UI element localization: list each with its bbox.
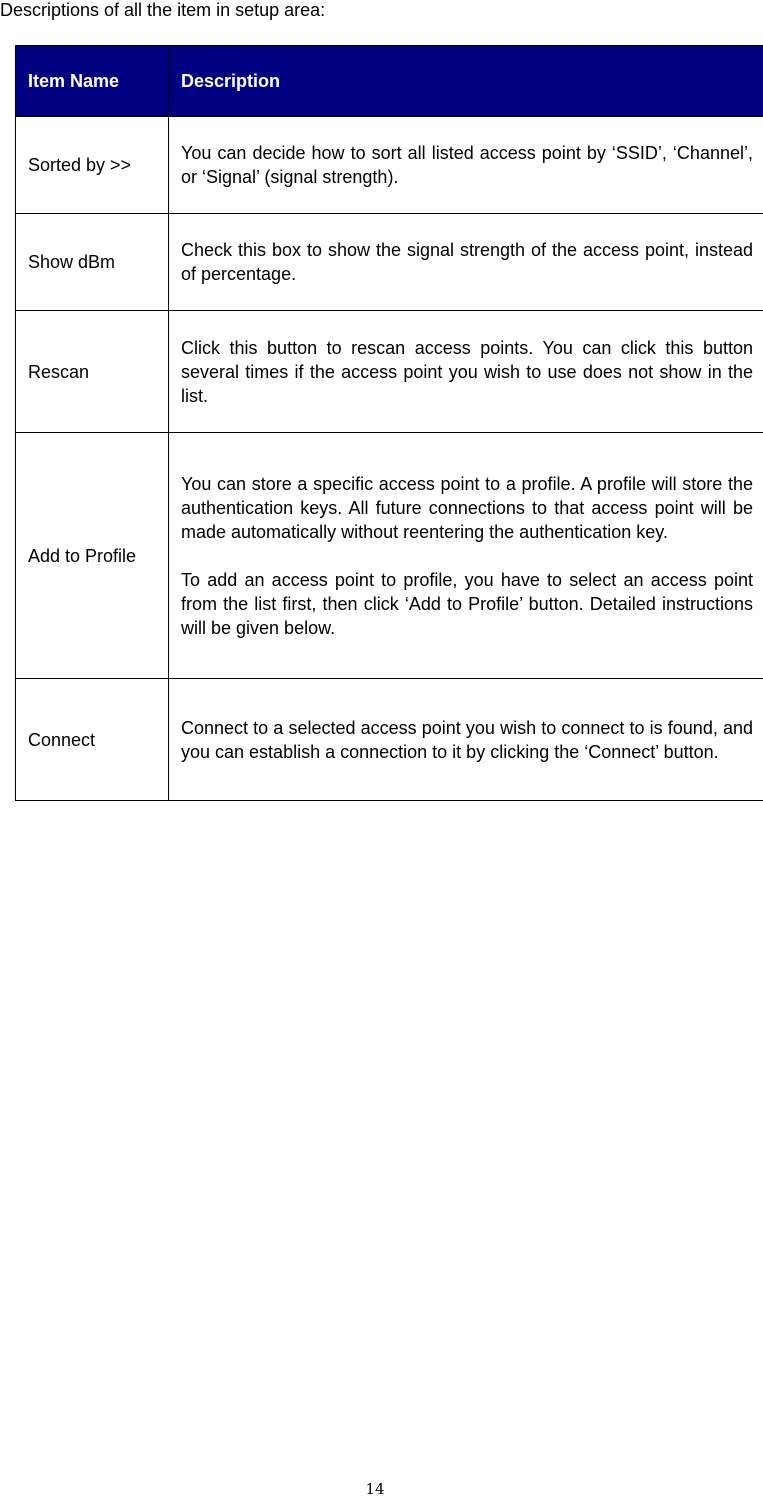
table-row bbox=[16, 214, 763, 311]
table-row bbox=[16, 117, 763, 214]
description-paragraph: To add an access point to profile, you have to select an access point from the list first, then click ‘Add to Profile’ button. Detailed instructions will be given below. bbox=[181, 568, 753, 640]
table-row bbox=[16, 433, 763, 679]
item-description-cell bbox=[169, 311, 763, 433]
table-header-row bbox=[16, 46, 763, 117]
intro-text: Descriptions of all the item in setup area: bbox=[0, 0, 325, 20]
header-item-name: Item Name bbox=[16, 46, 169, 117]
item-name-cell: Sorted by >> bbox=[16, 117, 169, 214]
item-description-cell bbox=[169, 679, 763, 801]
item-description-cell bbox=[169, 214, 763, 311]
item-description-cell bbox=[169, 433, 763, 679]
description-paragraph: You can store a specific access point to a profile. A profile will store the authentication keys. All future connections to that access point will be made automatically without reentering the authentication key. bbox=[181, 472, 753, 544]
description-paragraph: Click this button to rescan access points. You can click this button several times if the access point you wish to use does not show in the list. bbox=[181, 336, 753, 408]
header-description: Description bbox=[169, 46, 763, 117]
item-name-cell: Add to Profile bbox=[16, 433, 169, 679]
item-description-cell bbox=[169, 117, 763, 214]
table-row bbox=[16, 311, 763, 433]
page-number: 14 bbox=[0, 1480, 750, 1498]
description-paragraph: Check this box to show the signal strength of the access point, instead of percentage. bbox=[181, 238, 753, 286]
description-paragraph: You can decide how to sort all listed access point by ‘SSID’, ‘Channel’, or ‘Signal’ (signal strength). bbox=[181, 141, 753, 189]
item-name-cell: Rescan bbox=[16, 311, 169, 433]
item-name-cell: Connect bbox=[16, 679, 169, 801]
setup-items-table bbox=[15, 45, 763, 801]
table-row bbox=[16, 679, 763, 801]
item-name-cell: Show dBm bbox=[16, 214, 169, 311]
description-paragraph: Connect to a selected access point you wish to connect to is found, and you can establish a connection to it by clicking the ‘Connect’ button. bbox=[181, 716, 753, 764]
